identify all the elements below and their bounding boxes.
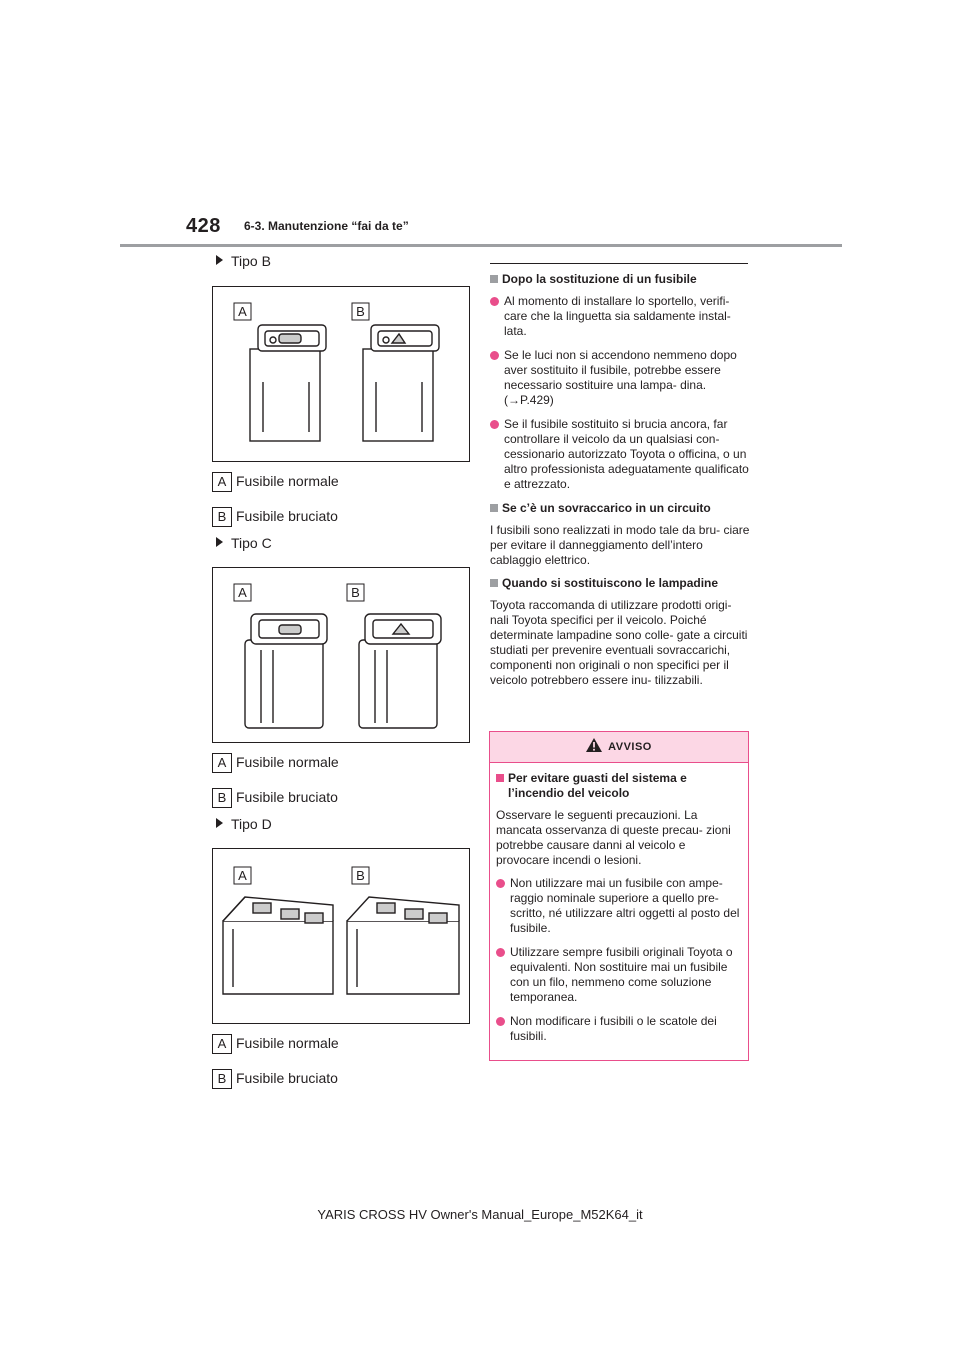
heading-bulbs: Quando si sostituiscono le lampadine (490, 576, 752, 591)
fuse-type-b-drawing (213, 287, 469, 461)
fig-label-b: B (351, 585, 360, 600)
fuse-blown-shape (359, 614, 441, 728)
fuse-figure-type-b (212, 286, 470, 462)
square-bullet-icon (490, 275, 498, 283)
dot-bullet-icon (496, 1017, 505, 1026)
right-column-rule (490, 263, 748, 264)
square-bullet-icon (490, 504, 498, 512)
dot-bullet-icon (490, 351, 499, 360)
warning-box (489, 731, 749, 1061)
caption-fuse-normal: A Fusibile normale (212, 751, 339, 773)
type-label-c: Tipo C (216, 535, 272, 551)
fig-label-a: A (238, 304, 247, 319)
footer-manual-id: YARIS CROSS HV Owner's Manual_Europe_M52K64_it (317, 1207, 643, 1222)
fuse-figure-type-d (212, 848, 470, 1024)
fig-label-b: B (356, 868, 365, 883)
square-bullet-icon (496, 774, 504, 782)
label-b-box: B (212, 788, 232, 808)
fuse-normal-shape (245, 614, 327, 728)
warning-intro: Osservare le seguenti precauzioni. La mancata osservanza di queste precau- zioni potrebbe causare danni al veicolo e provocare incendi o lesioni. (496, 808, 731, 867)
dot-bullet-icon (496, 879, 505, 888)
label-b-box: B (212, 1069, 232, 1089)
triangle-bullet-icon (216, 537, 223, 547)
list-item: Utilizzare sempre fusibili originali Toyota o equivalenti. Non sostituire mai un fusibile con un filo, nemmeno come soluzione temporanea. (496, 945, 742, 1005)
caption-fuse-blown: B Fusibile bruciato (212, 786, 338, 808)
fig-label-b: B (356, 304, 365, 319)
triangle-bullet-icon (216, 255, 223, 265)
list-item: Se il fusibile sostituito si brucia ancora, far controllare il veicolo da un qualsiasi con- cessionario autorizzato Toyota o officina, o un altro professionista adeguatamente qualificato e attrezzato. (490, 417, 752, 492)
fig-label-a: A (238, 868, 247, 883)
page-number: 428 (186, 215, 221, 237)
overload-text: I fusibili sono realizzati in modo tale da bru- ciare per evitare il danneggiamento dell’intero cablaggio elettrico. (490, 523, 750, 567)
type-label-d: Tipo D (216, 816, 272, 832)
caption-fuse-blown: B Fusibile bruciato (212, 1067, 338, 1089)
heading-overload: Se c’è un sovraccarico in un circuito (490, 501, 752, 516)
list-item: Non modificare i fusibili o le scatole dei fusibili. (496, 1014, 742, 1044)
triangle-bullet-icon (216, 818, 223, 828)
list-item: Non utilizzare mai un fusibile con ampe- raggio nominale superiore a quello pre- scritto, né utilizzare altri oggetti al posto del fusibile. (496, 876, 742, 936)
fuse-type-d-drawing (213, 849, 469, 1023)
dot-bullet-icon (496, 948, 505, 957)
label-a-box: A (212, 472, 232, 492)
fuse-normal-shape (223, 897, 333, 994)
warning-header (490, 732, 748, 763)
fig-label-a: A (238, 585, 247, 600)
dot-bullet-icon (490, 420, 499, 429)
list-item: Se le luci non si accendono nemmeno dopo aver sostituito il fusibile, potrebbe essere necessario sostituire una lampa- dina. (→P.429) (490, 348, 752, 408)
label-b-box: B (212, 507, 232, 527)
fuse-type-c-drawing (213, 568, 469, 742)
fuse-blown-shape (347, 897, 459, 994)
fuse-normal-shape (250, 325, 326, 441)
warning-title: AVVISO (608, 741, 652, 753)
bulbs-text: Toyota raccomanda di utilizzare prodotti origi- nali Toyota specifici per il veicolo. Poiché determinate lampadine sono colle- gate a circuiti studiati per prevenire eventuali sovraccarichi, componenti non originali o non specifici per il veicolo potrebbero essere inu- tilizzabili. (490, 598, 748, 687)
header-rule (120, 244, 842, 247)
fuse-blown-shape (363, 325, 439, 441)
right-column (490, 263, 752, 696)
fuse-figure-type-c (212, 567, 470, 743)
type-label-b: Tipo B (216, 253, 271, 269)
section-title: 6-3. Manutenzione “fai da te” (244, 219, 409, 233)
warning-heading: Per evitare guasti del sistema e l’incendio del veicolo (496, 771, 742, 801)
square-bullet-icon (490, 579, 498, 587)
label-a-box: A (212, 753, 232, 773)
caption-fuse-blown: B Fusibile bruciato (212, 505, 338, 527)
warning-triangle-icon (586, 738, 602, 752)
label-a-box: A (212, 1034, 232, 1054)
warning-body (490, 763, 748, 1044)
heading-after-replace: Dopo la sostituzione di un fusibile (490, 272, 752, 287)
caption-fuse-normal: A Fusibile normale (212, 1032, 339, 1054)
dot-bullet-icon (490, 297, 499, 306)
list-item: Al momento di installare lo sportello, verifi- care che la linguetta sia saldamente instal- lata. (490, 294, 752, 339)
caption-fuse-normal: A Fusibile normale (212, 470, 339, 492)
